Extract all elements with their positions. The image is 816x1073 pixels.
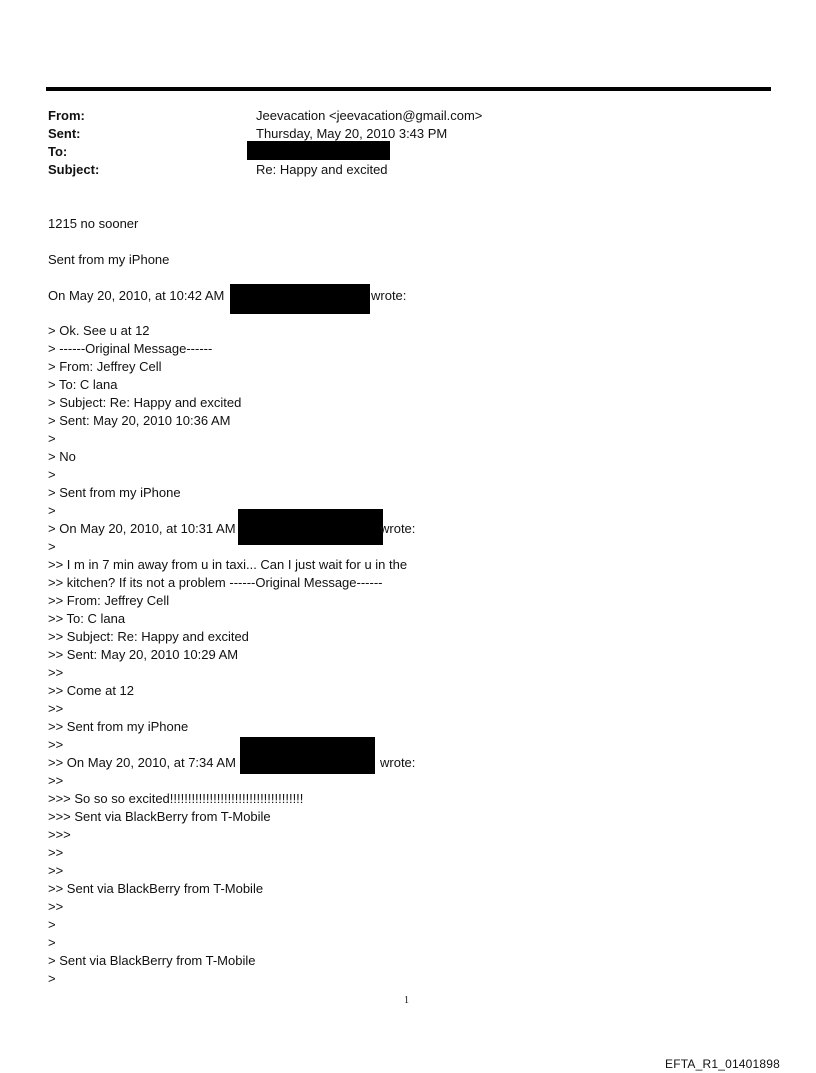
body-line: >	[48, 431, 56, 446]
body-line: >>> So so so excited!!!!!!!!!!!!!!!!!!!!!!!!!!!!!!!!!!!!!	[48, 791, 304, 806]
body-line: >>	[48, 899, 64, 914]
quote-intro: > On May 20, 2010, at 10:31 AM	[48, 521, 236, 536]
body-line: >> kitchen? If its not a problem ------Original Message------	[48, 575, 383, 590]
from-value: Jeevacation <jeevacation@gmail.com>	[256, 108, 483, 123]
body-line: >> Come at 12	[48, 683, 134, 698]
page-number: 1	[404, 995, 409, 1006]
sender-redaction	[238, 509, 383, 545]
body-line: >>	[48, 737, 64, 752]
body-line: >>> Sent via BlackBerry from T-Mobile	[48, 809, 271, 824]
body-line: >> To: C lana	[48, 611, 126, 626]
sent-value: Thursday, May 20, 2010 3:43 PM	[256, 126, 448, 141]
body-line: >>	[48, 845, 64, 860]
body-line: > No	[48, 449, 76, 464]
body-line: > ------Original Message------	[48, 341, 213, 356]
body-line: >>	[48, 665, 64, 680]
body-line: > Sent: May 20, 2010 10:36 AM	[48, 413, 231, 428]
subject-value: Re: Happy and excited	[256, 162, 388, 177]
body-line: Sent from my iPhone	[48, 252, 170, 267]
body-line: >> Sent from my iPhone	[48, 719, 189, 734]
body-line: >	[48, 503, 56, 518]
quote-intro: >> On May 20, 2010, at 7:34 AM	[48, 755, 236, 770]
to-redaction	[247, 141, 390, 160]
body-line: > Sent from my iPhone	[48, 485, 181, 500]
body-line: >> From: Jeffrey Cell	[48, 593, 170, 608]
body-line: 1215 no sooner	[48, 216, 139, 231]
header-rule	[46, 87, 771, 91]
quote-intro-wrote: wrote:	[380, 521, 416, 536]
quote-intro: On May 20, 2010, at 10:42 AM	[48, 288, 225, 303]
body-line: > Sent via BlackBerry from T-Mobile	[48, 953, 256, 968]
body-line: >	[48, 467, 56, 482]
body-line: >> I m in 7 min away from u in taxi... Can I just wait for u in the	[48, 557, 408, 572]
body-line: >> Sent: May 20, 2010 10:29 AM	[48, 647, 239, 662]
body-line: >>	[48, 773, 64, 788]
body-line: >	[48, 917, 56, 932]
body-line: >> Subject: Re: Happy and excited	[48, 629, 249, 644]
quote-intro-wrote: wrote:	[371, 288, 407, 303]
subject-label: Subject:	[48, 162, 100, 177]
body-line: >> Sent via BlackBerry from T-Mobile	[48, 881, 264, 896]
body-line: >>>	[48, 827, 71, 842]
body-line: >>	[48, 701, 64, 716]
body-line: >	[48, 971, 56, 986]
body-line: > From: Jeffrey Cell	[48, 359, 162, 374]
quote-intro-wrote: wrote:	[380, 755, 416, 770]
body-line: > Ok. See u at 12	[48, 323, 150, 338]
sent-label: Sent:	[48, 126, 81, 141]
sender-redaction	[240, 737, 375, 774]
body-line: > Subject: Re: Happy and excited	[48, 395, 242, 410]
to-label: To:	[48, 144, 68, 159]
body-line: >	[48, 935, 56, 950]
body-line: >>	[48, 863, 64, 878]
sender-redaction	[230, 284, 370, 314]
body-line: >	[48, 539, 56, 554]
from-label: From:	[48, 108, 85, 123]
bates-number: EFTA_R1_01401898	[665, 1057, 781, 1071]
body-line: > To: C lana	[48, 377, 118, 392]
